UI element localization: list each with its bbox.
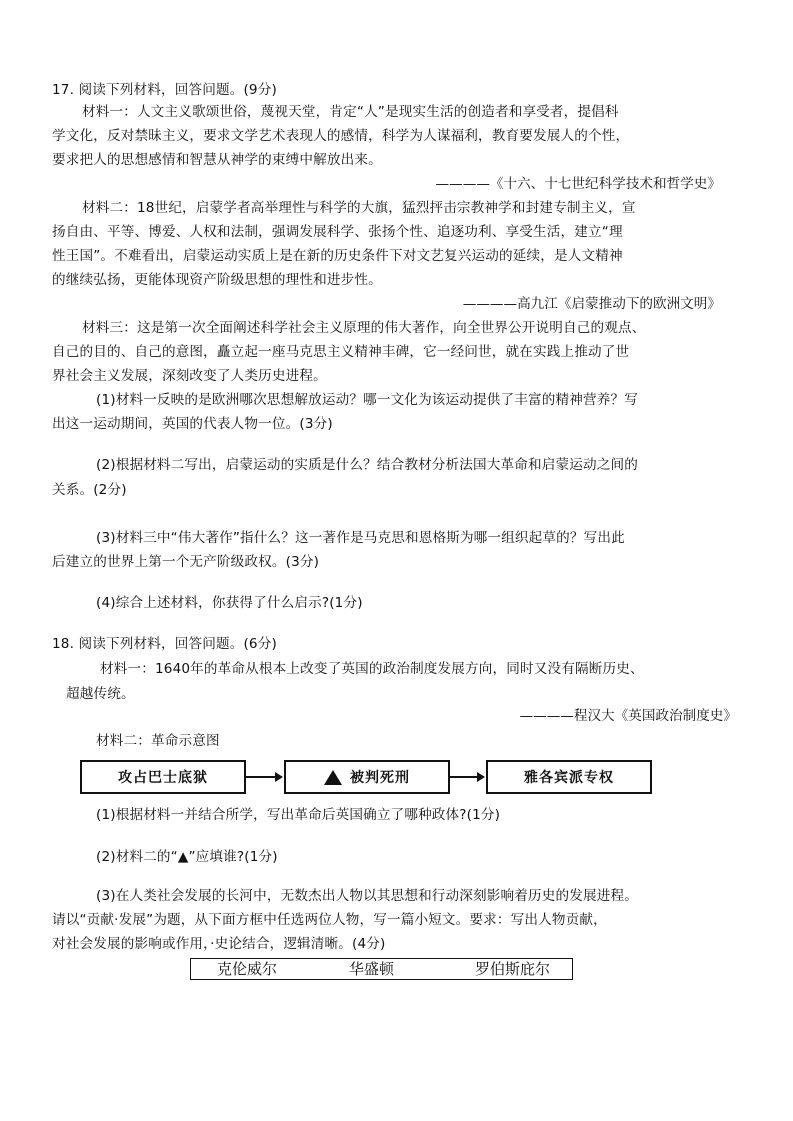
q17-title: 17. 阅读下列材料，回答问题。(9分) (52, 82, 277, 98)
q17-material1-line2: 学文化，反对禁昧主义，要求文学艺术表现人的感情，科学为人谋福利，教育要发展人的个性， (52, 128, 630, 144)
flow-box-sentenced (284, 760, 450, 794)
q17-material2-source: ————高九江《启蒙推动下的欧洲文明》 (462, 296, 721, 312)
q18-sub1: (1)根据材料一并结合所学，写出革命后英国确立了哪种政体?(1分) (96, 807, 501, 823)
q18-material1-line1: 材料一：1640年的革命从根本上改变了英国的政治制度发展方向，同时又没有隔断历史、 (100, 661, 644, 677)
q17-material2-line1: 材料二：18世纪，启蒙学者高举理性与科学的大旗，猛烈抨击宗教神学和封建专制主义，宣 (82, 200, 636, 216)
flow-box-storm-bastille (80, 760, 246, 794)
triangle-placeholder-icon (324, 770, 342, 785)
q18-sub2: (2)材料二的“▲”应填谁?(1分) (96, 849, 278, 865)
q17-material3-line3: 界社会主义发展，深刻改变了人类历史进程。 (52, 368, 327, 384)
figure-name-box (190, 958, 573, 980)
flow-box-jacobin (486, 760, 652, 794)
flow-label-1: 攻占巴士底狱 (118, 770, 208, 786)
q18-material1-source: ————程汉大《英国政治制度史》 (519, 708, 737, 724)
q18-material2-label: 材料二：革命示意图 (96, 733, 220, 749)
flow-arrow-1 (246, 776, 276, 778)
q18-sub3-line2: 请以“贡献·发展”为题，从下面方框中任选两位人物，写一篇小短文。要求：写出人物贡献， (52, 912, 607, 928)
q17-material1-line3: 要求把人的思想感情和智慧从神学的束缚中解放出来。 (52, 152, 382, 168)
q17-material2-line2: 扬自由、平等、博爱、人权和法制，强调发展科学、张扬个性、追逐功利、享受生活，建立“理 (52, 224, 623, 240)
q17-sub3-line2: 后建立的世界上第一个无产阶级政权。(3分) (52, 554, 320, 570)
q17-sub1-line1: (1)材料一反映的是欧洲哪次思想解放运动？哪一文化为该运动提供了丰富的精神营养？写 (96, 392, 638, 408)
q17-sub4: (4)综合上述材料，你获得了什么启示?(1分) (96, 595, 363, 611)
name-robespierre: 罗伯斯庇尔 (475, 960, 551, 978)
flow-arrow-2 (450, 776, 478, 778)
q17-sub2-line1: (2)根据材料二写出，启蒙运动的实质是什么？结合教材分析法国大革命和启蒙运动之间的 (96, 457, 638, 473)
q18-material1-line2: 超越传统。 (66, 686, 135, 702)
q17-material2-line4: 的继续弘扬，更能体现资产阶级思想的理性和进步性。 (52, 272, 382, 288)
q17-sub3-line1: (3)材料三中“伟大著作”指什么？这一著作是马克思和恩格斯为哪一组织起草的？写出此 (96, 530, 625, 546)
q17-material1-line1: 材料一：人文主义歌颂世俗，蔑视天堂，肯定“人”是现实生活的创造者和享受者，提倡科 (82, 104, 619, 120)
q18-title: 18. 阅读下列材料，回答问题。(6分) (52, 636, 277, 652)
q17-material1-source: ————《十六、十七世纪科学技术和哲学史》 (435, 176, 721, 192)
q17-material3-line1: 材料三：这是第一次全面阐述科学社会主义原理的伟大著作，向全世界公开说明自己的观点、 (82, 320, 646, 336)
name-washington: 华盛顿 (349, 960, 395, 978)
q18-sub3-line3: 对社会发展的影响或作用，·史论结合，逻辑清晰。(4分) (52, 936, 386, 952)
q17-sub1-line2: 出这一运动期间，英国的代表人物一位。(3分) (52, 416, 333, 432)
flow-label-2: 被判死刑 (350, 770, 410, 786)
q17-material2-line3: 性王国”。不难看出，启蒙运动实质上是在新的历史条件下对文艺复兴运动的延续，是人文精神 (52, 248, 623, 264)
name-cromwell: 克伦威尔 (217, 960, 278, 978)
q17-sub2-line2: 关系。(2分) (52, 482, 127, 498)
q18-sub3-line1: (3)在人类社会发展的长河中，无数杰出人物以其思想和行动深刻影响着历史的发展进程。 (96, 888, 638, 904)
q17-material3-line2: 自己的目的、自己的意图，矗立起一座马克思主义精神丰碑，它一经问世，就在实践上推动了世 (52, 344, 630, 360)
flow-label-3: 雅各宾派专权 (524, 770, 614, 786)
